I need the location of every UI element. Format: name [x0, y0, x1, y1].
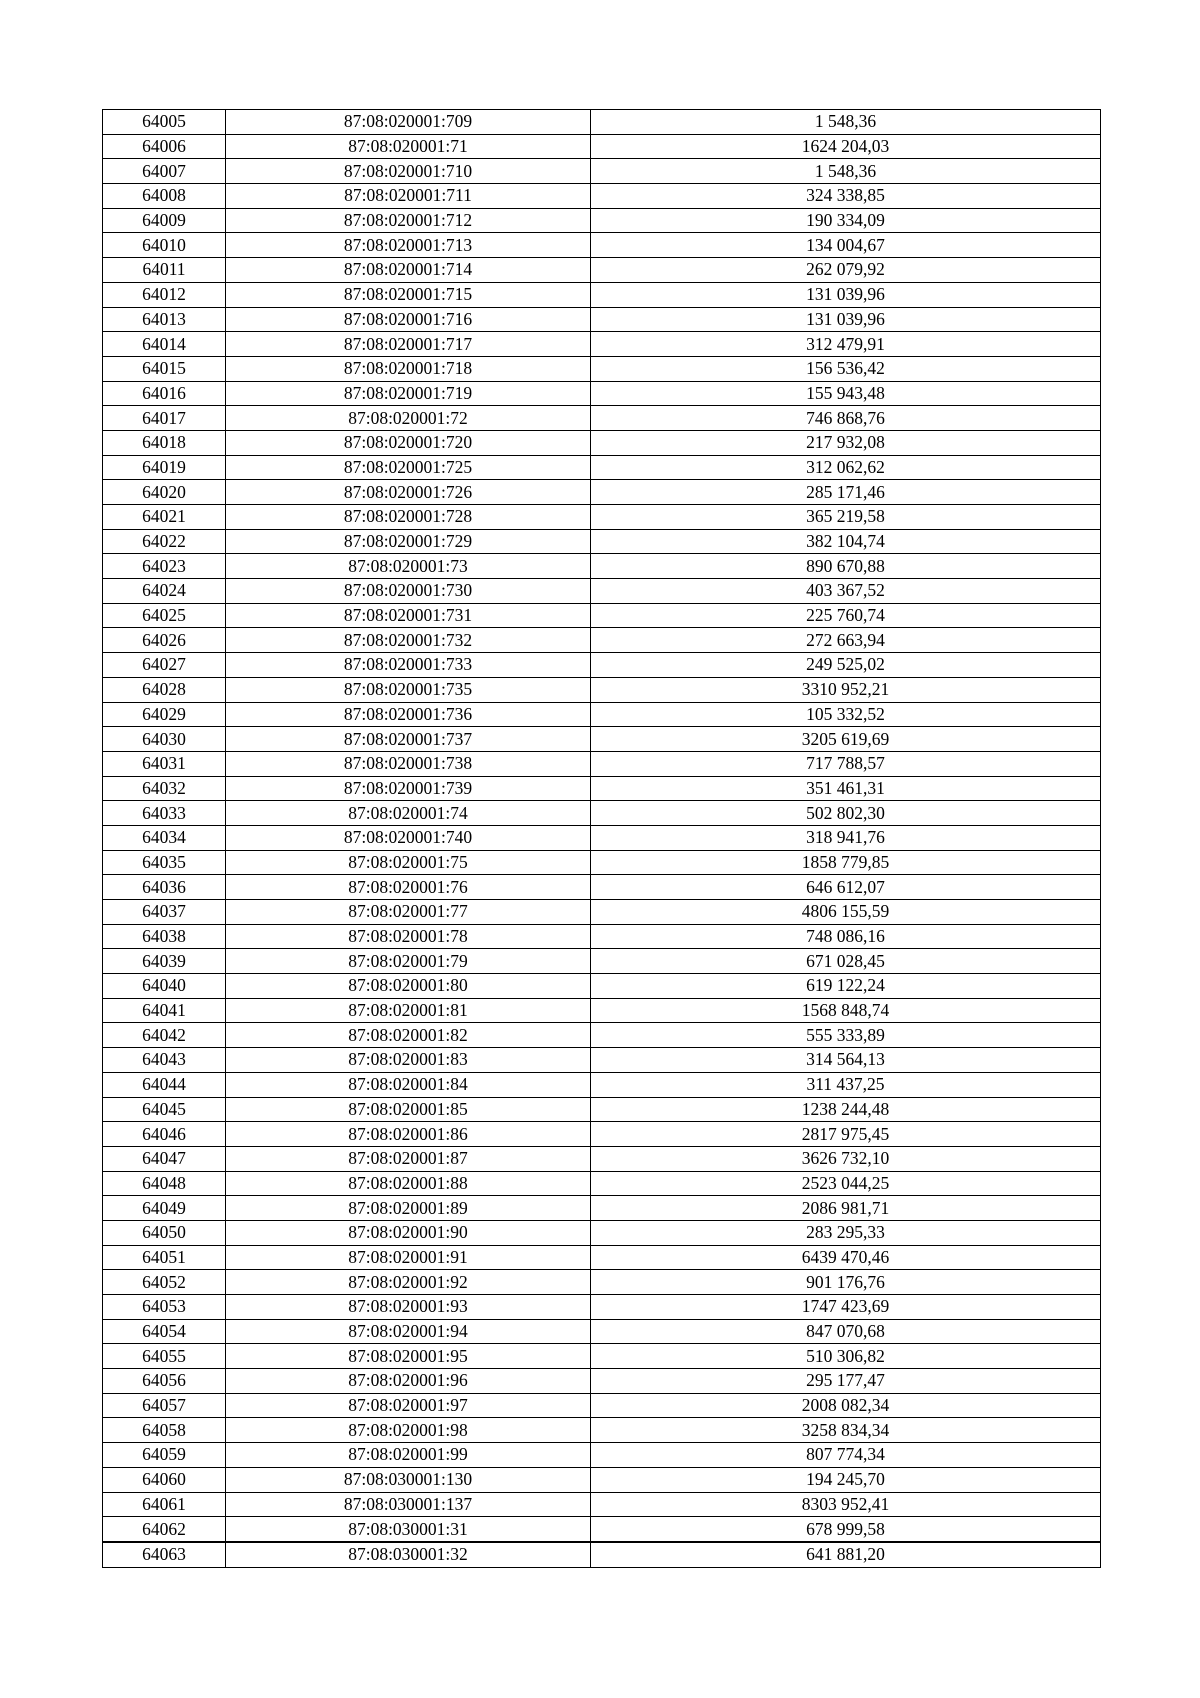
- row-number-cell: 64016: [103, 381, 226, 406]
- table-row: [103, 900, 1101, 925]
- cadastral-value-cell: 382 104,74: [591, 529, 1101, 554]
- table-row: [103, 1220, 1101, 1245]
- row-number-cell: 64023: [103, 554, 226, 579]
- row-number-cell: 64009: [103, 208, 226, 233]
- cadastral-value-cell: 134 004,67: [591, 233, 1101, 258]
- table-row: [103, 282, 1101, 307]
- cadastral-number-cell: 87:08:020001:731: [226, 603, 591, 628]
- cadastral-value-cell: 646 612,07: [591, 875, 1101, 900]
- table-row: [103, 332, 1101, 357]
- row-number-cell: 64038: [103, 924, 226, 949]
- table-row: [103, 381, 1101, 406]
- cadastral-number-cell: 87:08:020001:737: [226, 727, 591, 752]
- cadastral-number-cell: 87:08:020001:92: [226, 1270, 591, 1295]
- cadastral-number-cell: 87:08:020001:720: [226, 430, 591, 455]
- row-number-cell: 64020: [103, 480, 226, 505]
- row-number-cell: 64048: [103, 1171, 226, 1196]
- cadastral-number-cell: 87:08:020001:735: [226, 677, 591, 702]
- table-row: [103, 1270, 1101, 1295]
- table-row: [103, 1393, 1101, 1418]
- cadastral-number-cell: 87:08:020001:730: [226, 579, 591, 604]
- table-row: [103, 529, 1101, 554]
- table-row: [103, 208, 1101, 233]
- cadastral-value-cell: 4806 155,59: [591, 900, 1101, 925]
- row-number-cell: 64052: [103, 1270, 226, 1295]
- cadastral-number-cell: 87:08:020001:76: [226, 875, 591, 900]
- cadastral-value-cell: 502 802,30: [591, 801, 1101, 826]
- table-row: [103, 356, 1101, 381]
- table-row: [103, 233, 1101, 258]
- cadastral-value-cell: 8303 952,41: [591, 1492, 1101, 1517]
- cadastral-value-cell: 194 245,70: [591, 1467, 1101, 1492]
- row-number-cell: 64034: [103, 825, 226, 850]
- table-row: [103, 1048, 1101, 1073]
- cadastral-number-cell: 87:08:020001:99: [226, 1443, 591, 1468]
- cadastral-value-cell: 3310 952,21: [591, 677, 1101, 702]
- cadastral-number-cell: 87:08:020001:725: [226, 455, 591, 480]
- cadastral-number-cell: 87:08:020001:88: [226, 1171, 591, 1196]
- table-row: [103, 505, 1101, 530]
- row-number-cell: 64022: [103, 529, 226, 554]
- table-row: [103, 653, 1101, 678]
- cadastral-number-cell: 87:08:020001:75: [226, 850, 591, 875]
- cadastral-number-cell: 87:08:020001:711: [226, 184, 591, 209]
- cadastral-number-cell: 87:08:020001:91: [226, 1245, 591, 1270]
- cadastral-number-cell: 87:08:020001:94: [226, 1319, 591, 1344]
- table-row: [103, 430, 1101, 455]
- cadastral-value-cell: 890 670,88: [591, 554, 1101, 579]
- cadastral-number-cell: 87:08:020001:73: [226, 554, 591, 579]
- cadastral-value-cell: 312 062,62: [591, 455, 1101, 480]
- cadastral-number-cell: 87:08:020001:733: [226, 653, 591, 678]
- table-row: [103, 579, 1101, 604]
- cadastral-value-cell: 1858 779,85: [591, 850, 1101, 875]
- cadastral-number-cell: 87:08:020001:83: [226, 1048, 591, 1073]
- cadastral-number-cell: 87:08:020001:716: [226, 307, 591, 332]
- cadastral-number-cell: 87:08:030001:130: [226, 1467, 591, 1492]
- row-number-cell: 64032: [103, 776, 226, 801]
- cadastral-number-cell: 87:08:020001:729: [226, 529, 591, 554]
- cadastral-number-cell: 87:08:020001:732: [226, 628, 591, 653]
- table-row: [103, 1097, 1101, 1122]
- cadastral-number-cell: 87:08:020001:739: [226, 776, 591, 801]
- cadastral-number-cell: 87:08:020001:79: [226, 949, 591, 974]
- row-number-cell: 64018: [103, 430, 226, 455]
- table-row: [103, 1196, 1101, 1221]
- table-row: [103, 751, 1101, 776]
- row-number-cell: 64019: [103, 455, 226, 480]
- table-row: [103, 702, 1101, 727]
- table-row: [103, 727, 1101, 752]
- cadastral-number-cell: 87:08:020001:709: [226, 110, 591, 135]
- table-row: [103, 1146, 1101, 1171]
- cadastral-number-cell: 87:08:030001:32: [226, 1542, 591, 1567]
- cadastral-value-cell: 678 999,58: [591, 1517, 1101, 1542]
- row-number-cell: 64027: [103, 653, 226, 678]
- row-number-cell: 64045: [103, 1097, 226, 1122]
- table-row: [103, 258, 1101, 283]
- cadastral-value-cell: 671 028,45: [591, 949, 1101, 974]
- row-number-cell: 64063: [103, 1542, 226, 1567]
- table-row: [103, 1319, 1101, 1344]
- cadastral-value-cell: 901 176,76: [591, 1270, 1101, 1295]
- cadastral-number-cell: 87:08:020001:82: [226, 1023, 591, 1048]
- table-row: [103, 603, 1101, 628]
- row-number-cell: 64017: [103, 406, 226, 431]
- row-number-cell: 64014: [103, 332, 226, 357]
- cadastral-number-cell: 87:08:020001:713: [226, 233, 591, 258]
- cadastral-number-cell: 87:08:020001:717: [226, 332, 591, 357]
- cadastral-number-cell: 87:08:020001:86: [226, 1122, 591, 1147]
- table-row: [103, 974, 1101, 999]
- cadastral-number-cell: 87:08:020001:72: [226, 406, 591, 431]
- cadastral-value-cell: 105 332,52: [591, 702, 1101, 727]
- cadastral-value-cell: 1624 204,03: [591, 134, 1101, 159]
- table-row: [103, 801, 1101, 826]
- cadastral-value-cell: 131 039,96: [591, 307, 1101, 332]
- row-number-cell: 64042: [103, 1023, 226, 1048]
- row-number-cell: 64056: [103, 1369, 226, 1394]
- cadastral-value-cell: 619 122,24: [591, 974, 1101, 999]
- cadastral-number-cell: 87:08:020001:95: [226, 1344, 591, 1369]
- cadastral-number-cell: 87:08:020001:87: [226, 1146, 591, 1171]
- table-row: [103, 1517, 1101, 1542]
- table-row: [103, 776, 1101, 801]
- cadastral-value-cell: 285 171,46: [591, 480, 1101, 505]
- table-row: [103, 184, 1101, 209]
- table-row: [103, 307, 1101, 332]
- cadastral-number-cell: 87:08:020001:718: [226, 356, 591, 381]
- row-number-cell: 64053: [103, 1295, 226, 1320]
- table-row: [103, 455, 1101, 480]
- row-number-cell: 64040: [103, 974, 226, 999]
- cadastral-value-cell: 2817 975,45: [591, 1122, 1101, 1147]
- row-number-cell: 64049: [103, 1196, 226, 1221]
- table-body: [103, 110, 1101, 1568]
- row-number-cell: 64041: [103, 998, 226, 1023]
- cadastral-value-cell: 295 177,47: [591, 1369, 1101, 1394]
- cadastral-value-cell: 249 525,02: [591, 653, 1101, 678]
- table-row: [103, 1443, 1101, 1468]
- table-row: [103, 949, 1101, 974]
- cadastral-value-cell: 324 338,85: [591, 184, 1101, 209]
- cadastral-value-cell: 555 333,89: [591, 1023, 1101, 1048]
- cadastral-number-cell: 87:08:020001:85: [226, 1097, 591, 1122]
- cadastral-value-cell: 1238 244,48: [591, 1097, 1101, 1122]
- cadastral-number-cell: 87:08:020001:71: [226, 134, 591, 159]
- cadastral-number-cell: 87:08:020001:728: [226, 505, 591, 530]
- cadastral-number-cell: 87:08:020001:84: [226, 1072, 591, 1097]
- cadastral-value-cell: 717 788,57: [591, 751, 1101, 776]
- row-number-cell: 64057: [103, 1393, 226, 1418]
- row-number-cell: 64011: [103, 258, 226, 283]
- row-number-cell: 64010: [103, 233, 226, 258]
- cadastral-number-cell: 87:08:020001:726: [226, 480, 591, 505]
- table-row: [103, 406, 1101, 431]
- table-row: [103, 924, 1101, 949]
- cadastral-number-cell: 87:08:020001:715: [226, 282, 591, 307]
- cadastral-value-cell: 365 219,58: [591, 505, 1101, 530]
- cadastral-value-cell: 351 461,31: [591, 776, 1101, 801]
- cadastral-value-cell: 403 367,52: [591, 579, 1101, 604]
- row-number-cell: 64055: [103, 1344, 226, 1369]
- row-number-cell: 64058: [103, 1418, 226, 1443]
- row-number-cell: 64013: [103, 307, 226, 332]
- row-number-cell: 64039: [103, 949, 226, 974]
- cadastral-number-cell: 87:08:020001:97: [226, 1393, 591, 1418]
- row-number-cell: 64026: [103, 628, 226, 653]
- row-number-cell: 64029: [103, 702, 226, 727]
- cadastral-value-cell: 746 868,76: [591, 406, 1101, 431]
- cadastral-value-cell: 1 548,36: [591, 159, 1101, 184]
- cadastral-number-cell: 87:08:020001:98: [226, 1418, 591, 1443]
- cadastral-value-cell: 1568 848,74: [591, 998, 1101, 1023]
- cadastral-value-cell: 156 536,42: [591, 356, 1101, 381]
- table-row: [103, 1122, 1101, 1147]
- row-number-cell: 64006: [103, 134, 226, 159]
- row-number-cell: 64028: [103, 677, 226, 702]
- cadastral-value-cell: 262 079,92: [591, 258, 1101, 283]
- cadastral-value-cell: 510 306,82: [591, 1344, 1101, 1369]
- cadastral-number-cell: 87:08:020001:719: [226, 381, 591, 406]
- cadastral-number-cell: 87:08:020001:740: [226, 825, 591, 850]
- cadastral-number-cell: 87:08:020001:714: [226, 258, 591, 283]
- cadastral-value-cell: 3258 834,34: [591, 1418, 1101, 1443]
- row-number-cell: 64025: [103, 603, 226, 628]
- cadastral-number-cell: 87:08:020001:93: [226, 1295, 591, 1320]
- table-row: [103, 1245, 1101, 1270]
- cadastral-value-cell: 6439 470,46: [591, 1245, 1101, 1270]
- cadastral-number-cell: 87:08:020001:74: [226, 801, 591, 826]
- cadastral-value-cell: 2086 981,71: [591, 1196, 1101, 1221]
- table-row: [103, 1072, 1101, 1097]
- cadastral-number-cell: 87:08:020001:77: [226, 900, 591, 925]
- row-number-cell: 64050: [103, 1220, 226, 1245]
- table-row: [103, 110, 1101, 135]
- cadastral-value-cell: 283 295,33: [591, 1220, 1101, 1245]
- table-row: [103, 875, 1101, 900]
- table-row: [103, 677, 1101, 702]
- table-row: [103, 998, 1101, 1023]
- table-row: [103, 1492, 1101, 1517]
- table-row: [103, 1023, 1101, 1048]
- cadastral-value-cell: 3626 732,10: [591, 1146, 1101, 1171]
- row-number-cell: 64021: [103, 505, 226, 530]
- row-number-cell: 64005: [103, 110, 226, 135]
- table-row: [103, 1369, 1101, 1394]
- cadastral-number-cell: 87:08:020001:736: [226, 702, 591, 727]
- table-row: [103, 1171, 1101, 1196]
- cadastral-value-cell: 2523 044,25: [591, 1171, 1101, 1196]
- table-row: [103, 1542, 1101, 1567]
- row-number-cell: 64008: [103, 184, 226, 209]
- row-number-cell: 64061: [103, 1492, 226, 1517]
- cadastral-number-cell: 87:08:020001:96: [226, 1369, 591, 1394]
- cadastral-number-cell: 87:08:020001:89: [226, 1196, 591, 1221]
- table-row: [103, 1418, 1101, 1443]
- cadastral-number-cell: 87:08:030001:31: [226, 1517, 591, 1542]
- row-number-cell: 64037: [103, 900, 226, 925]
- cadastral-value-cell: 312 479,91: [591, 332, 1101, 357]
- cadastral-value-cell: 225 760,74: [591, 603, 1101, 628]
- cadastral-number-cell: 87:08:020001:710: [226, 159, 591, 184]
- row-number-cell: 64051: [103, 1245, 226, 1270]
- table-row: [103, 825, 1101, 850]
- cadastral-number-cell: 87:08:020001:78: [226, 924, 591, 949]
- cadastral-value-cell: 155 943,48: [591, 381, 1101, 406]
- cadastral-value-cell: 318 941,76: [591, 825, 1101, 850]
- cadastral-value-cell: 3205 619,69: [591, 727, 1101, 752]
- cadastral-number-cell: 87:08:020001:738: [226, 751, 591, 776]
- cadastral-value-cell: 641 881,20: [591, 1542, 1101, 1567]
- row-number-cell: 64035: [103, 850, 226, 875]
- cadastral-number-cell: 87:08:020001:90: [226, 1220, 591, 1245]
- row-number-cell: 64030: [103, 727, 226, 752]
- table-row: [103, 1467, 1101, 1492]
- table-row: [103, 1344, 1101, 1369]
- row-number-cell: 64062: [103, 1517, 226, 1542]
- row-number-cell: 64012: [103, 282, 226, 307]
- table-row: [103, 134, 1101, 159]
- table-row: [103, 480, 1101, 505]
- cadastral-number-cell: 87:08:020001:80: [226, 974, 591, 999]
- row-number-cell: 64036: [103, 875, 226, 900]
- cadastral-value-cell: 314 564,13: [591, 1048, 1101, 1073]
- row-number-cell: 64024: [103, 579, 226, 604]
- row-number-cell: 64059: [103, 1443, 226, 1468]
- cadastral-value-cell: 807 774,34: [591, 1443, 1101, 1468]
- row-number-cell: 64060: [103, 1467, 226, 1492]
- row-number-cell: 64033: [103, 801, 226, 826]
- cadastral-value-cell: 2008 082,34: [591, 1393, 1101, 1418]
- row-number-cell: 64031: [103, 751, 226, 776]
- cadastral-value-cell: 217 932,08: [591, 430, 1101, 455]
- row-number-cell: 64054: [103, 1319, 226, 1344]
- cadastral-number-cell: 87:08:030001:137: [226, 1492, 591, 1517]
- cadastral-value-cell: 272 663,94: [591, 628, 1101, 653]
- table-row: [103, 628, 1101, 653]
- table-row: [103, 1295, 1101, 1320]
- cadastral-value-table: [102, 109, 1101, 1568]
- table-row: [103, 850, 1101, 875]
- cadastral-number-cell: 87:08:020001:81: [226, 998, 591, 1023]
- cadastral-value-cell: 190 334,09: [591, 208, 1101, 233]
- row-number-cell: 64044: [103, 1072, 226, 1097]
- cadastral-value-cell: 847 070,68: [591, 1319, 1101, 1344]
- row-number-cell: 64015: [103, 356, 226, 381]
- cadastral-number-cell: 87:08:020001:712: [226, 208, 591, 233]
- cadastral-value-cell: 1747 423,69: [591, 1295, 1101, 1320]
- row-number-cell: 64047: [103, 1146, 226, 1171]
- table-row: [103, 554, 1101, 579]
- cadastral-value-cell: 1 548,36: [591, 110, 1101, 135]
- table-row: [103, 159, 1101, 184]
- cadastral-value-cell: 748 086,16: [591, 924, 1101, 949]
- row-number-cell: 64046: [103, 1122, 226, 1147]
- row-number-cell: 64007: [103, 159, 226, 184]
- row-number-cell: 64043: [103, 1048, 226, 1073]
- cadastral-value-cell: 131 039,96: [591, 282, 1101, 307]
- cadastral-value-cell: 311 437,25: [591, 1072, 1101, 1097]
